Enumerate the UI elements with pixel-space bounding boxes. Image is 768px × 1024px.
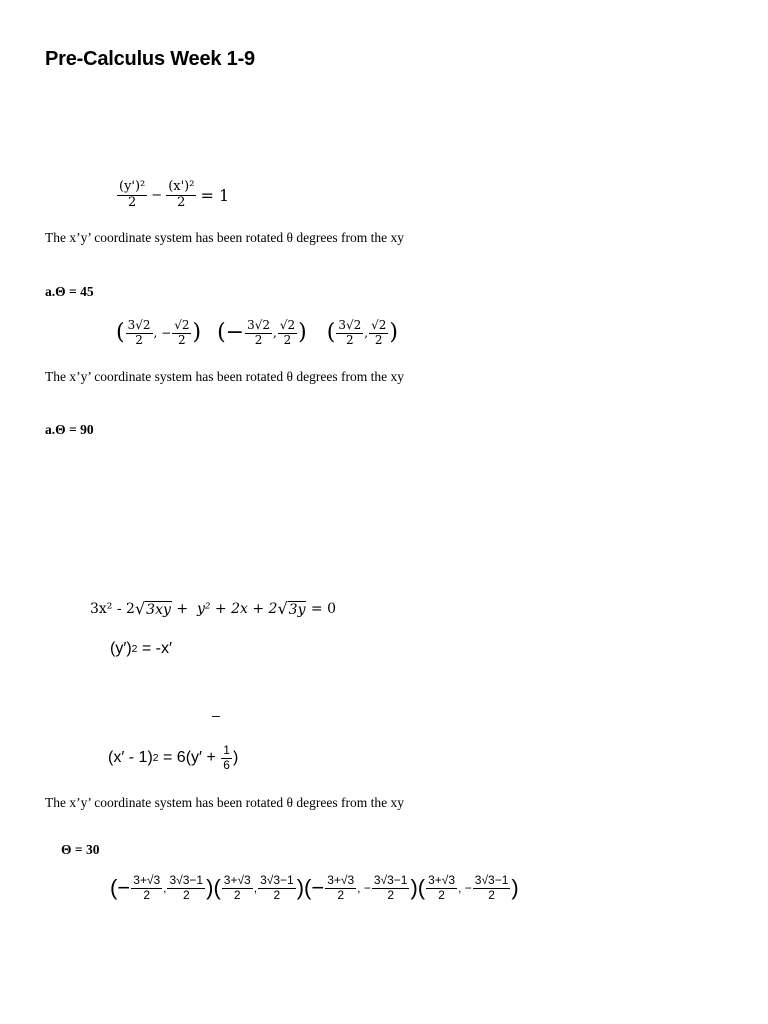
point-2: (− $\frac{3√2}{2}$ , $\frac{√2}{2}$ ): [217, 318, 307, 347]
rotation-caption: The x’y’ coordinate system has been rotated θ degrees from the xy: [45, 230, 404, 245]
parabola-equation: (y′) 2 = -x′: [110, 640, 172, 657]
theta-30-label: Θ = 30: [61, 842, 100, 857]
point-3: (− $\frac{3+√3}{2}$ , − $\frac{3√3-1}{2}$ ): [304, 873, 418, 902]
point-1: (− $\frac{3+√3}{2}$ , $\frac{3√3-1}{2}$ ): [110, 873, 214, 902]
radical: √3xy: [134, 599, 171, 618]
point-2: ( $\frac{3+√3}{2}$ , $\frac{3√3-1}{2}$ ): [213, 873, 305, 902]
general-conic-equation: 3x² - 2 √3xy + y² + 2x + 2 √3y = 0: [90, 599, 337, 618]
rotation-caption: The x’y’ coordinate system has been rotated θ degrees from the xy: [45, 369, 404, 384]
radical: √3y: [277, 599, 306, 618]
dash-mark: –: [212, 707, 220, 723]
theta-45-points: [116, 319, 398, 348]
point-3: ( $\frac{3√2}{2}$ , $\frac{√2}{2}$ ): [326, 318, 398, 347]
fraction-x: $\frac{\text{(x')²}}{2}$: [168, 179, 195, 210]
theta-30-points: [110, 874, 519, 903]
page-title: Pre-Calculus Week 1-9: [45, 48, 255, 70]
fraction-y: $\frac{\text{(y')²}}{2}$: [119, 179, 146, 210]
theta-90-label: a.Θ = 90: [45, 422, 94, 437]
point-1: ( $\frac{3√2}{2}$ , − $\frac{√2}{2}$ ): [116, 318, 202, 347]
hyperbola-equation: $\frac{\text{(y')²}}{2}$ − $\frac{\text{(x')²}}{2}$ = 1: [119, 179, 230, 210]
vertex-form-equation: (x′ - 1) 2 = 6(y′ + $\frac{1}{6}$ ): [108, 743, 239, 772]
theta-45-label: a.Θ = 45: [45, 284, 94, 299]
point-4: ( $\frac{3+√3}{2}$ , − $\frac{3√3-1}{2}$ ): [417, 873, 519, 902]
rotation-caption: The x’y’ coordinate system has been rotated θ degrees from the xy: [45, 795, 404, 810]
